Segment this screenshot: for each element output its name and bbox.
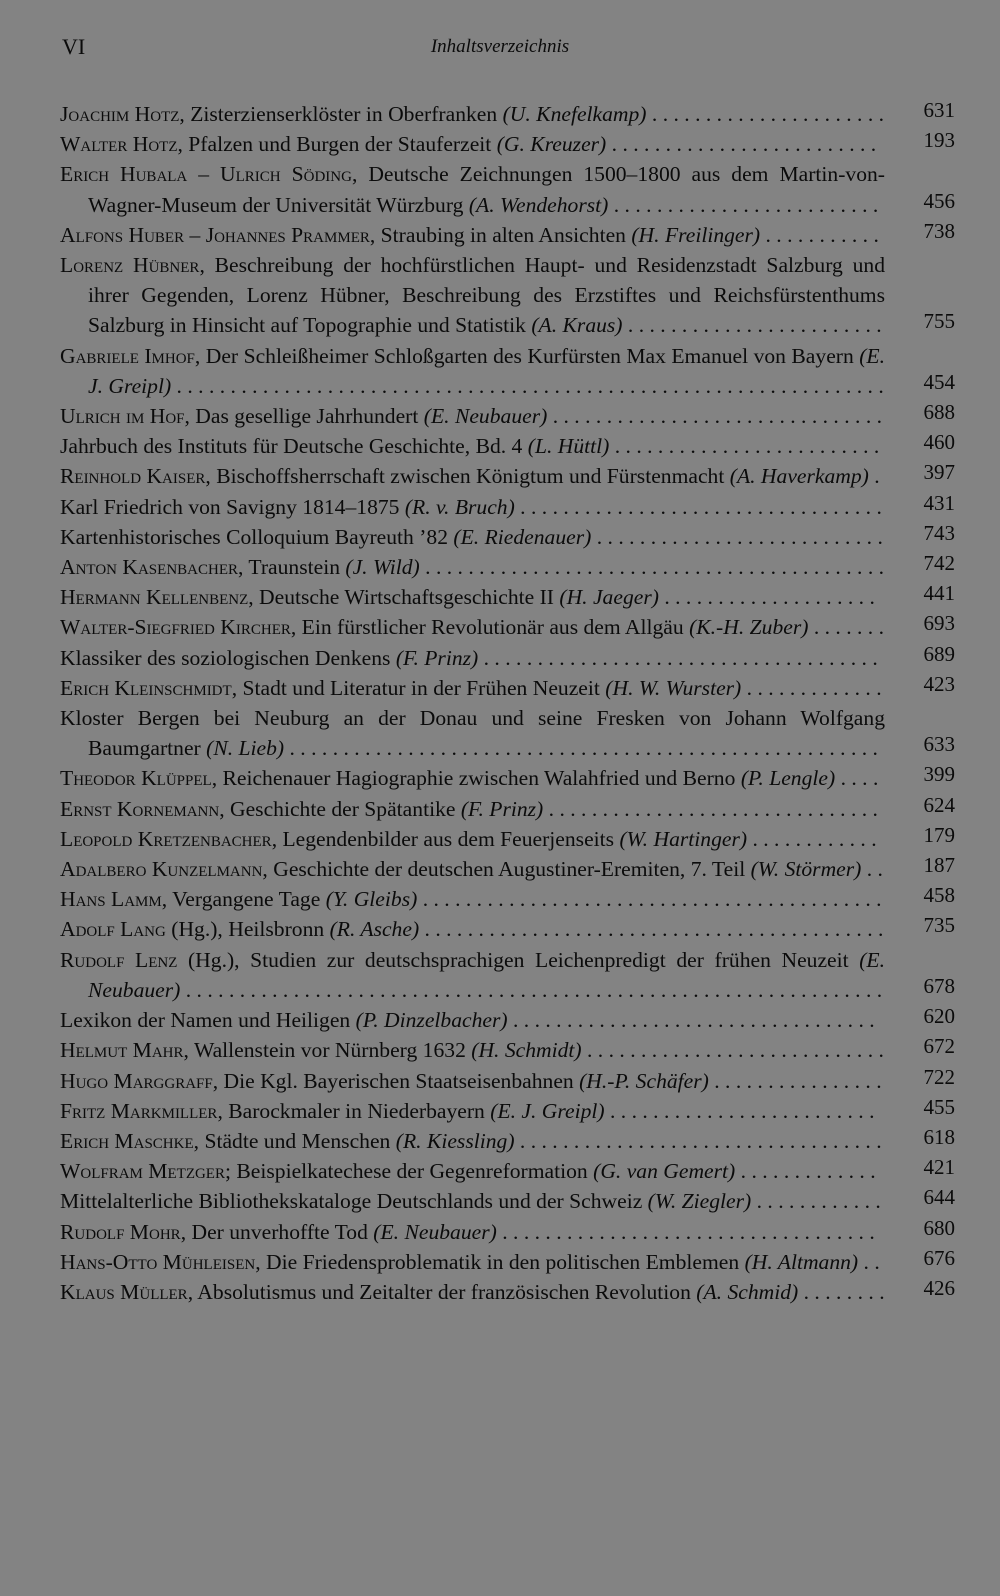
entry-title: , Barockmaler in Niederbayern bbox=[217, 1098, 491, 1123]
entry-reviewer: (F. Prinz) bbox=[395, 645, 479, 670]
entry-reviewer: (P. Lengle) bbox=[740, 766, 836, 791]
entry-page-number: 743 bbox=[923, 520, 955, 545]
entry-page-number: 397 bbox=[923, 460, 955, 485]
dot-leader: . . . . . . . . . . . . . . . . . . . . . . . . . bbox=[604, 1098, 875, 1123]
dot-leader: . . . . . . . . . . . . . . . . . . . . . . . . . . . . . . . . . . bbox=[507, 1008, 875, 1033]
entry-reviewer: (A. Haverkamp) bbox=[729, 464, 869, 489]
entry-author: Erich Hubala – Ulrich Söding bbox=[60, 162, 352, 187]
dot-leader: . . bbox=[861, 857, 883, 882]
entry-reviewer: (E. Neubauer) bbox=[423, 404, 548, 429]
entry-page-number: 742 bbox=[923, 551, 955, 576]
entry-page-number: 678 bbox=[923, 973, 955, 998]
entry-reviewer: (H.-P. Schäfer) bbox=[579, 1068, 709, 1093]
entry-page-number: 187 bbox=[923, 853, 955, 878]
entry-page-number: 179 bbox=[923, 822, 955, 847]
entry-author: Joachim Hotz bbox=[60, 102, 180, 126]
entry-page-number: 460 bbox=[923, 430, 955, 455]
entry-reviewer: (R. Kiessling) bbox=[395, 1128, 515, 1153]
entry-title: , Der unverhoffte Tod bbox=[180, 1219, 374, 1244]
entry-reviewer: (R. v. Bruch) bbox=[404, 494, 515, 519]
dot-leader: . bbox=[868, 464, 880, 489]
dot-leader: . . . . . . . . . . . . . . . . . . . . . . . . . . . . . . . . . . . bbox=[496, 1219, 875, 1244]
toc-entry bbox=[60, 1035, 957, 1065]
toc-entry bbox=[60, 1217, 957, 1247]
entry-title: Karl Friedrich von Savigny 1814–1875 bbox=[60, 494, 405, 519]
entry-page-number: 722 bbox=[923, 1064, 955, 1089]
entry-reviewer: (E. J. Greipl) bbox=[490, 1098, 605, 1123]
entry-author: Klaus Müller bbox=[60, 1279, 188, 1304]
dot-leader: . . . . . . . . . . . . . . . . . . . . . . . . . bbox=[606, 132, 877, 157]
entry-page-number: 735 bbox=[923, 913, 955, 938]
entry-reviewer: (A. Schmid) bbox=[696, 1279, 799, 1304]
dot-leader: . . . . . . . . . . . . . . . . . . . . . . . . . . . . . . . . . . bbox=[514, 1128, 882, 1153]
entry-reviewer: (J. Wild) bbox=[345, 555, 420, 580]
entry-page-number: 399 bbox=[923, 762, 955, 787]
entry-page-number: 624 bbox=[923, 792, 955, 817]
entry-page-number: 631 bbox=[923, 98, 955, 122]
entry-title: , Geschichte der Spätantike bbox=[219, 796, 461, 821]
entry-author: Gabriele Imhof bbox=[60, 343, 195, 368]
entry-reviewer: (W. Störmer) bbox=[750, 857, 862, 882]
page-number: VI bbox=[62, 34, 86, 59]
entry-reviewer: (L. Hüttl) bbox=[527, 434, 610, 459]
entry-author: Wolfram Metzger bbox=[60, 1159, 225, 1184]
toc-entry bbox=[60, 401, 957, 431]
toc-entry bbox=[60, 552, 957, 582]
entry-author: Alfons Huber – Johannes Prammer bbox=[60, 222, 370, 247]
toc-entry bbox=[60, 1126, 957, 1156]
dot-leader: . . . . . . . . . . . . . . . . . . . . . . . . . . . . . . . . . . . . . . . . . . . bbox=[419, 555, 885, 580]
dot-leader: . . . . . . . . . . . . . . . . . . . . . . . . . . . . bbox=[581, 1038, 884, 1063]
entry-page-number: 676 bbox=[923, 1245, 955, 1270]
toc-entry bbox=[60, 703, 957, 763]
entry-page-number: 672 bbox=[923, 1034, 955, 1059]
entry-title: , Zisterzienserklöster in Oberfranken bbox=[179, 102, 503, 126]
entry-title: , Legendenbilder aus dem Feuerjenseits bbox=[271, 826, 620, 851]
dot-leader: . . . . bbox=[835, 766, 879, 791]
entry-reviewer: (W. Ziegler) bbox=[647, 1189, 752, 1214]
toc-entry bbox=[60, 129, 957, 159]
entry-title: ; Beispielkatechese der Gegenreformation bbox=[224, 1159, 594, 1184]
entry-author: Erich Kleinschmidt bbox=[60, 675, 232, 700]
dot-leader: . . . . . . . . . . . . . . . . . . . . . . . . . . . . . . . . . . . . . . . . . . . . . . . . . . . . . . . bbox=[284, 736, 878, 761]
entry-reviewer: (K.-H. Zuber) bbox=[689, 615, 809, 640]
entry-author: Hans-Otto Mühleisen bbox=[60, 1249, 256, 1274]
entry-page-number: 456 bbox=[923, 188, 955, 213]
entry-author: Adolf Lang bbox=[60, 917, 166, 942]
entry-page-number: 193 bbox=[923, 128, 955, 153]
entry-reviewer: (G. Kreuzer) bbox=[496, 132, 607, 157]
entry-author: Lorenz Hübner bbox=[60, 253, 200, 278]
entry-author: Theodor Klüppel bbox=[60, 766, 212, 791]
entry-page-number: 680 bbox=[923, 1215, 955, 1240]
entry-title: , Beschreibung der hochfürstlichen Haupt- und Residenzstadt Salzburg und ihrer Gegenden, Lorenz Hübner, Beschreibung des Erzstiftes und Reichsfürstenthums Salzburg in Hinsicht auf Topographie und Statistik bbox=[88, 253, 886, 338]
dot-leader: . . . . . . . . . . . . . . . . . . . . . . . . . . . . . . . . . . . . . . . . . . . bbox=[419, 917, 884, 942]
toc-entry bbox=[60, 854, 957, 884]
dot-leader: . . . . . . . . . . . . . . . . . . . . bbox=[658, 585, 875, 610]
entry-author: Walter Hotz bbox=[60, 132, 178, 157]
entry-reviewer: (U. Knefelkamp) bbox=[502, 102, 647, 126]
entry-title: , Vergangene Tage bbox=[161, 887, 326, 912]
dot-leader: . . bbox=[858, 1249, 880, 1274]
entry-page-number: 423 bbox=[923, 671, 955, 696]
toc-entry bbox=[60, 1186, 957, 1216]
toc-entry bbox=[60, 612, 957, 642]
dot-leader: . . . . . . . . . . . . . . . . . . . . . . . . . . . . . . . bbox=[543, 796, 878, 821]
entry-title: Kloster Bergen bei Neuburg an der Donau und seine Fresken von Johann Wolfgang Baumgartner bbox=[60, 706, 885, 761]
entry-reviewer: (H. Schmidt) bbox=[471, 1038, 582, 1063]
entry-title: , Bischoffsherrschaft zwischen Königtum und Fürstenmacht bbox=[205, 464, 730, 489]
dot-leader: . . . . . . . . . . . bbox=[760, 222, 879, 247]
toc-entry bbox=[60, 884, 957, 914]
entry-author: Ernst Kornemann bbox=[60, 796, 220, 821]
entry-reviewer: (A. Kraus) bbox=[531, 313, 623, 338]
entry-title: , Stadt und Literatur in der Frühen Neuzeit bbox=[231, 675, 606, 700]
toc-entry bbox=[60, 522, 957, 552]
entry-page-number: 633 bbox=[923, 732, 955, 757]
dot-leader: . . . . . . . . . . . . . . . . . . . . . . . . . . . . . . . . . . . . . . . . . . . . . . . . . . . . . . . . . . . . . . . . . bbox=[180, 977, 883, 1002]
dot-leader: . . . . . . . bbox=[808, 615, 884, 640]
dot-leader: . . . . . . . . . . . . bbox=[751, 1189, 881, 1214]
entry-title: , Die Kgl. Bayerischen Staatseisenbahnen bbox=[212, 1068, 580, 1093]
entry-page-number: 454 bbox=[923, 369, 955, 394]
toc-entry bbox=[60, 492, 957, 522]
entry-title: , Deutsche Wirtschaftsgeschichte II bbox=[248, 585, 560, 610]
entry-title: , Straubing in alten Ansichten bbox=[369, 222, 632, 247]
dot-leader: . . . . . . . . . . . . . . . . . . . . . . . . . . . . . . . . . . bbox=[514, 494, 882, 519]
entry-page-number: 755 bbox=[923, 309, 955, 334]
entry-reviewer: (E. J. Greipl) bbox=[88, 343, 885, 398]
entry-title: Lexikon der Namen und Heiligen bbox=[60, 1008, 356, 1033]
entry-page-number: 455 bbox=[923, 1094, 955, 1119]
entry-title: , Das gesellige Jahrhundert bbox=[184, 404, 424, 429]
entry-title: Jahrbuch des Instituts für Deutsche Geschichte, Bd. 4 bbox=[60, 434, 528, 459]
toc-entry bbox=[60, 1005, 957, 1035]
entry-author: Rudolf Mohr bbox=[60, 1219, 181, 1244]
entry-page-number: 693 bbox=[923, 611, 955, 636]
entry-reviewer: (N. Lieb) bbox=[206, 736, 285, 761]
toc-entry bbox=[60, 673, 957, 703]
entry-reviewer: (F. Prinz) bbox=[460, 796, 544, 821]
dot-leader: . . . . . . . . . . . . . . . . . . . . . . . . . . . . . . . . . . . . . . . . . . . . . . . . . . . . . . . . . . . . . . . . . . bbox=[171, 373, 884, 398]
entry-reviewer: (H. Jaeger) bbox=[559, 585, 659, 610]
toc-entry bbox=[60, 461, 957, 491]
dot-leader: . . . . . . . . . . . . . bbox=[741, 675, 882, 700]
toc-entry bbox=[60, 1277, 957, 1307]
toc-entry bbox=[60, 945, 957, 1005]
toc-entry bbox=[60, 431, 957, 461]
toc-entry bbox=[60, 341, 957, 401]
toc-entry bbox=[60, 763, 957, 793]
entry-page-number: 738 bbox=[923, 218, 955, 243]
entry-page-number: 689 bbox=[923, 641, 955, 666]
entry-title: , Deutsche Zeichnungen 1500–1800 aus dem Martin-von-Wagner-Museum der Universität Würzburg bbox=[88, 162, 885, 217]
entry-reviewer: (R. Asche) bbox=[329, 917, 420, 942]
toc-entry bbox=[60, 914, 957, 944]
entry-author: Hermann Kellenbenz bbox=[60, 585, 249, 610]
entry-author: Fritz Markmiller bbox=[60, 1098, 218, 1123]
entry-reviewer: (W. Hartinger) bbox=[619, 826, 748, 851]
dot-leader: . . . . . . . . . . . . bbox=[747, 826, 877, 851]
entry-title: (Hg.), Studien zur deutschsprachigen Leichenpredigt der frühen Neuzeit bbox=[177, 947, 860, 972]
entry-author: Adalbero Kunzelmann bbox=[60, 857, 263, 882]
entry-title: Klassiker des soziologischen Denkens bbox=[60, 645, 396, 670]
entry-title: , Die Friedensproblematik in den politischen Emblemen bbox=[255, 1249, 745, 1274]
entry-title: Kartenhistorisches Colloquium Bayreuth ’82 bbox=[60, 524, 454, 549]
entry-title: , Traunstein bbox=[238, 555, 346, 580]
entry-title: , Geschichte der deutschen Augustiner-Eremiten, 7. Teil bbox=[262, 857, 751, 882]
dot-leader: . . . . . . . . . . . . . . . . . . . . . . . . . . . . . . . . . . . . . bbox=[478, 645, 878, 670]
entry-page-number: 618 bbox=[923, 1124, 955, 1149]
toc-entry bbox=[60, 582, 957, 612]
dot-leader: . . . . . . . . . . . . . . . . . . . . . . bbox=[646, 102, 885, 126]
entry-page-number: 431 bbox=[923, 490, 955, 515]
entry-page-number: 426 bbox=[923, 1275, 955, 1300]
entry-reviewer: (H. Altmann) bbox=[744, 1249, 859, 1274]
toc-entry bbox=[60, 220, 957, 250]
entry-reviewer: (Y. Gleibs) bbox=[325, 887, 418, 912]
dot-leader: . . . . . . . . . . . . . bbox=[735, 1159, 876, 1184]
entry-author: Ulrich im Hof bbox=[60, 404, 185, 429]
entry-author: Walter-Siegfried Kircher bbox=[60, 615, 291, 640]
toc-entry bbox=[60, 159, 957, 219]
entry-reviewer: (H. Freilinger) bbox=[631, 222, 761, 247]
dot-leader: . . . . . . . . . . . . . . . . . . . . . . . . . bbox=[609, 434, 880, 459]
entry-title: , Der Schleißheimer Schloßgarten des Kurfürsten Max Emanuel von Bayern bbox=[194, 343, 860, 368]
entry-reviewer: (P. Dinzelbacher) bbox=[355, 1008, 508, 1033]
dot-leader: . . . . . . . . . . . . . . . . bbox=[708, 1068, 882, 1093]
toc-entry bbox=[60, 643, 957, 673]
dot-leader: . . . . . . . . . . . . . . . . . . . . . . . . . . . . . . . . . . . . . . . . . . . bbox=[417, 887, 882, 912]
toc-entries bbox=[60, 99, 957, 1307]
running-header bbox=[62, 34, 938, 64]
entry-page-number: 688 bbox=[923, 400, 955, 425]
toc-entry bbox=[60, 1096, 957, 1126]
entry-page-number: 421 bbox=[923, 1155, 955, 1180]
running-title: Inhaltsverzeichnis bbox=[430, 36, 570, 57]
entry-author: Hans Lamm bbox=[60, 887, 162, 912]
dot-leader: . . . . . . . . bbox=[798, 1279, 885, 1304]
entry-title: , Reichenauer Hagiographie zwischen Walahfried und Berno bbox=[211, 766, 741, 791]
entry-author: Rudolf Lenz bbox=[60, 947, 178, 972]
entry-author: Leopold Kretzenbacher bbox=[60, 826, 272, 851]
entry-reviewer: (A. Wendehorst) bbox=[468, 192, 609, 217]
toc-entry bbox=[60, 250, 957, 341]
entry-author: Erich Maschke bbox=[60, 1128, 194, 1153]
entry-title: Mittelalterliche Bibliothekskataloge Deutschlands und der Schweiz bbox=[60, 1189, 648, 1214]
entry-title: , Pfalzen und Burgen der Stauferzeit bbox=[177, 132, 497, 157]
entry-page-number: 620 bbox=[923, 1004, 955, 1029]
dot-leader: . . . . . . . . . . . . . . . . . . . . . . . . . . . . . . . bbox=[547, 404, 883, 429]
entry-page-number: 644 bbox=[923, 1185, 955, 1210]
toc-entry bbox=[60, 99, 957, 129]
entry-title: , Wallenstein vor Nürnberg 1632 bbox=[183, 1038, 472, 1063]
dot-leader: . . . . . . . . . . . . . . . . . . . . . . . . . . . bbox=[591, 524, 883, 549]
entry-reviewer: (E. Neubauer) bbox=[373, 1219, 497, 1244]
entry-reviewer: (G. van Gemert) bbox=[593, 1159, 736, 1184]
entry-page-number: 458 bbox=[923, 883, 955, 908]
toc-entry bbox=[60, 1247, 957, 1277]
toc-entry bbox=[60, 794, 957, 824]
dot-leader: . . . . . . . . . . . . . . . . . . . . . . . . bbox=[622, 313, 882, 338]
entry-title: , Städte und Menschen bbox=[193, 1128, 396, 1153]
entry-page-number: 441 bbox=[923, 581, 955, 606]
entry-title: , Absolutismus und Zeitalter der französischen Revolution bbox=[187, 1279, 697, 1304]
entry-title: , Ein fürstlicher Revolutionär aus dem Allgäu bbox=[290, 615, 690, 640]
toc-entry bbox=[60, 1066, 957, 1096]
toc-entry bbox=[60, 1156, 957, 1186]
entry-title: (Hg.), Heilsbronn bbox=[165, 917, 330, 942]
entry-author: Reinhold Kaiser bbox=[60, 464, 206, 489]
entry-author: Helmut Mahr bbox=[60, 1038, 184, 1063]
entry-reviewer: (E. Neubauer) bbox=[88, 947, 886, 1002]
entry-reviewer: (E. Riedenauer) bbox=[453, 524, 592, 549]
entry-reviewer: (H. W. Wurster) bbox=[605, 675, 742, 700]
entry-author: Anton Kasenbacher bbox=[60, 555, 238, 580]
dot-leader: . . . . . . . . . . . . . . . . . . . . . . . . . bbox=[608, 192, 879, 217]
entry-author: Hugo Marggraff bbox=[60, 1068, 213, 1093]
toc-entry bbox=[60, 824, 957, 854]
